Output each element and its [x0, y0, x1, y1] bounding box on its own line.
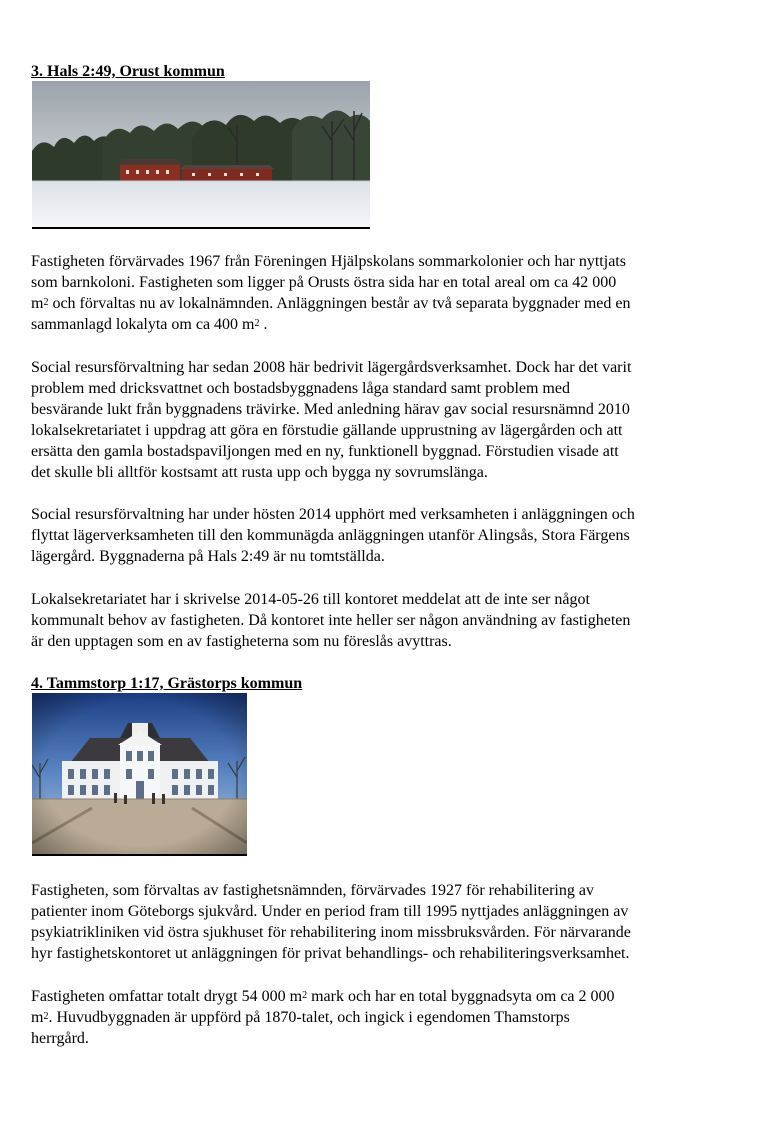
hals-photo-image: [32, 81, 370, 227]
section-3-heading: 3. Hals 2:49, Orust kommun: [31, 63, 225, 80]
text-line: [31, 1007, 731, 1028]
text-line: patienter inom Göteborgs sjukvård. Under en period fram till 1995 nyttjades anläggningen av: [31, 903, 629, 920]
hals-photo: [32, 81, 370, 229]
text-line: Fastigheten förvärvades 1967 från Föreningen Hjälpskolans sommarkolonier och har nyttjats: [31, 253, 626, 270]
text-line: flyttat lägerverksamheten till den kommunägda anläggningen utanför Alingsås, Stora Färgens: [31, 527, 630, 544]
tammstorp-photo: [32, 693, 247, 856]
superscript: 2: [302, 990, 308, 1001]
text-line: Social resursförvaltning har sedan 2008 här bedrivit lägergårdsverksamhet. Dock har det varit: [31, 359, 632, 376]
section-3-paragraph-2: [31, 357, 731, 483]
superscript: 2: [254, 318, 260, 329]
text-line: Fastigheten, som förvaltas av fastighetsnämnden, förvärvades 1927 för rehabilitering av: [31, 882, 594, 899]
section-4-paragraph-1: [31, 880, 731, 964]
text-line: det skulle bli alltför kostsamt att rusta upp och bygga ny sovrumslänga.: [31, 464, 488, 481]
text-line: [31, 986, 731, 1007]
text-line: Lokalsekretariatet har i skrivelse 2014-05-26 till kontoret meddelat att de inte ser något: [31, 591, 590, 608]
section-3-paragraph-3: [31, 504, 731, 567]
text-line: lägergård. Byggnaderna på Hals 2:49 är nu tomtställda.: [31, 548, 385, 565]
text-line: [31, 314, 731, 335]
text-segment: sammanlagd lokalyta om ca 400 m: [31, 316, 255, 333]
text-line: hyr fastighetskontoret ut anläggningen för privat behandlings- och rehabiliteringsverksamhet.: [31, 945, 630, 962]
text-line: besvärande lukt från byggnadens trävirke. Med anledning härav gav social resursnämnd 2010: [31, 401, 630, 418]
text-segment: m: [31, 295, 44, 312]
text-line: problem med dricksvattnet och bostadsbyggnadens låga standard samt problem med: [31, 380, 570, 397]
text-line: lokalsekretariatet i uppdrag att göra en förstudie gällande upprustning av lägergården och att: [31, 422, 623, 439]
text-line: psykiatrikliniken vid östra sjukhuset för rehabilitering inom missbruksvården. För närvarande: [31, 924, 631, 941]
text-segment: m: [31, 1009, 44, 1026]
text-segment: Fastigheten omfattar totalt drygt 54 000 m: [31, 988, 303, 1005]
text-line: ersätta den gamla bostadspaviljongen med en ny, funktionell byggnad. Förstudien visade att: [31, 443, 619, 460]
superscript: 2: [43, 1011, 49, 1022]
section-4-paragraph-2: [31, 986, 731, 1049]
text-line: som barnkoloni. Fastigheten som ligger på Orusts östra sida har en total areal om ca 42 000: [31, 274, 617, 291]
text-line: Social resursförvaltning har under hösten 2014 upphört med verksamheten i anläggningen och: [31, 506, 635, 523]
text-line: är den upptagen som en av fastigheterna som nu föreslås avyttras.: [31, 633, 452, 650]
section-3-paragraph-4: [31, 589, 731, 652]
text-segment: .: [259, 316, 268, 333]
text-line: herrgård.: [31, 1030, 89, 1047]
tammstorp-photo-image: [32, 693, 247, 854]
text-segment: mark och har en total byggnadsyta om ca 2 000: [307, 988, 615, 1005]
section-4-heading: 4. Tammstorp 1:17, Grästorps kommun: [31, 675, 303, 692]
text-segment: . Huvudbyggnaden är uppförd på 1870-talet, och ingick i egendomen Thamstorps: [48, 1009, 570, 1026]
text-line: kommunalt behov av fastigheten. Då kontoret inte heller ser någon användning av fastigheten: [31, 612, 631, 629]
text-segment: och förvaltas nu av lokalnämnden. Anläggningen består av två separata byggnader med en: [48, 295, 631, 312]
section-3-paragraph-1: [31, 251, 731, 335]
superscript: 2: [43, 297, 49, 308]
text-line: [31, 293, 731, 314]
